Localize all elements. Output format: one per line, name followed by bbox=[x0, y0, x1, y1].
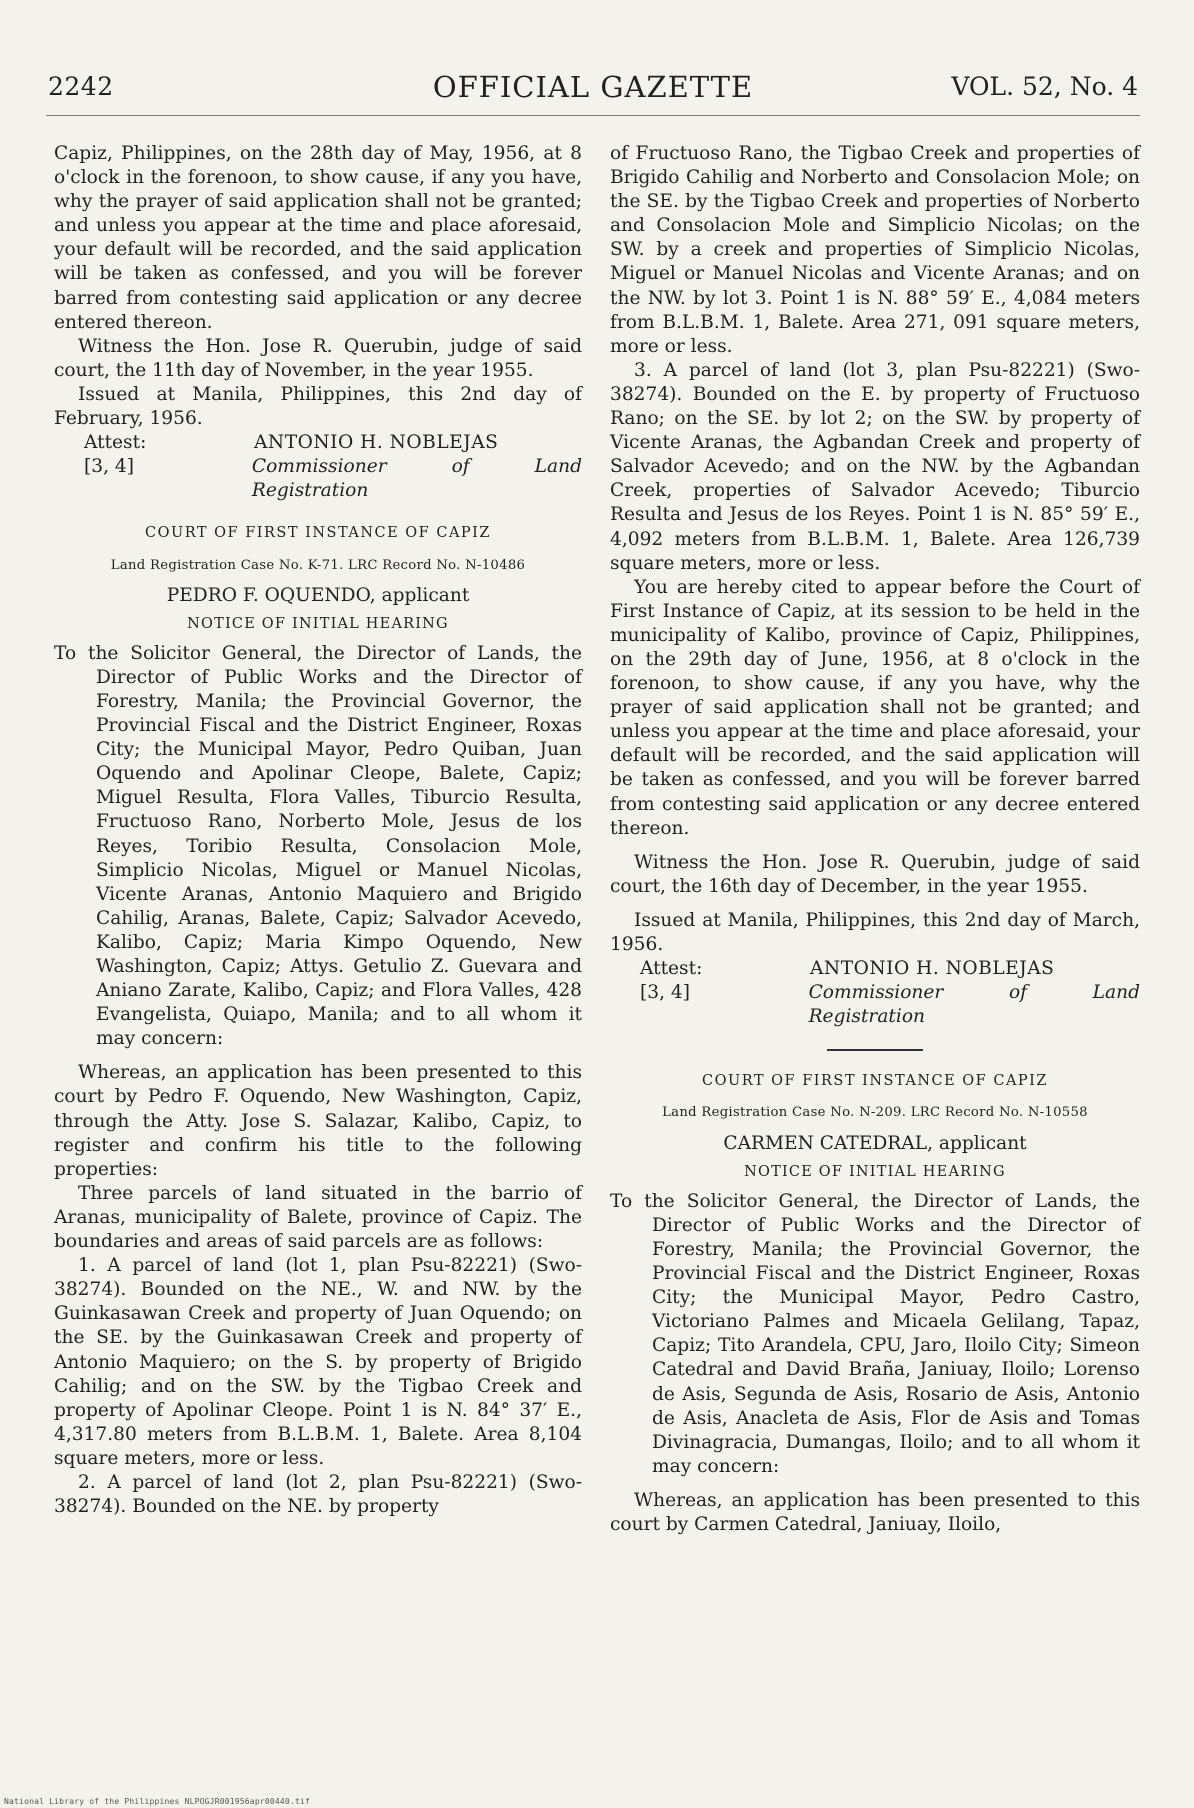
notice-heading: NOTICE OF INITIAL HEARING bbox=[187, 615, 449, 632]
attest-line bbox=[640, 957, 1140, 981]
citation-paragraph: You are hereby cited to appear before the Court of First Instance of Capiz, at its session to be held in the municipality of Kalibo, province of Capiz, Philippines, on the 29th day of June, 1956, at 8 o'clock in the forenoon, to show cause, if any you have, why the prayer of said application shall not be granted; and unless you appear at the time and place aforesaid, your default will be recorded, and the said application will be taken as confessed, and you will be forever barred from contesting said application or any decree entered thereon. bbox=[610, 576, 1140, 839]
attest-code: [3, 4] bbox=[640, 982, 690, 1004]
page-number: 2242 bbox=[48, 72, 114, 101]
whereas-paragraph: Whereas, an application has been presented to this court by Carmen Catedral, Janiuay, Iloilo, bbox=[610, 1489, 1140, 1535]
notice-heading: NOTICE OF INITIAL HEARING bbox=[744, 1163, 1006, 1180]
attest-name: ANTONIO H. NOBLEJAS bbox=[254, 432, 499, 454]
court-heading: COURT OF FIRST INSTANCE OF CAPIZ bbox=[145, 525, 491, 542]
publication-title: OFFICIAL GAZETTE bbox=[432, 70, 754, 104]
attest-code: [3, 4] bbox=[84, 456, 134, 478]
parcel-2-paragraph: 2. A parcel of land (lot 2, plan Psu-82221) (Swo-38274). Bounded on the NE. by property bbox=[54, 1471, 582, 1518]
paragraph: of Fructuoso Rano, the Tigbao Creek and properties of Brigido Cahilig and Norberto and Consolacion Mole; on the SE. by the Tigbao Creek and properties of Norberto and Consolacion Mole and Simplicio Nicolas; on the SW. by a creek and properties of Simplicio Nicolas, Miguel or Manuel Nicolas and Vicente Aranas; and on the NW. by lot 3. Point 1 is N. 88° 59′ E., 4,084 meters from B.L.B.M. 1, Balete. Area 271, 091 square meters, more or less. bbox=[610, 143, 1140, 357]
address-paragraph: To the Solicitor General, the Director of Lands, the Director of Public Works and the Director of Forestry, Manila; the Provincial Governor, the Provincial Fiscal and the District Engineer, Roxas City; the Municipal Mayor, Pedro Castro, Victoriano Palmes and Micaela Gelilang, Tapaz, Capiz; Tito Arandela, CPU, Jaro, Iloilo City; Simeon Catedral and David Braña, Janiuay, Iloilo; Lorenso de Asis, Segunda de Asis, Rosario de Asis, Antonio de Asis, Anacleta de Asis, Flor de Asis and Tomas Divinagracia, Dumangas, Iloilo; and to all whom it may concern: bbox=[610, 1190, 1140, 1477]
applicant-name: PEDRO F. OQUENDO, applicant bbox=[166, 584, 470, 606]
left-column bbox=[54, 142, 582, 1519]
issued-paragraph: Issued at Manila, Philippines, this 2nd day of March, 1956. bbox=[610, 909, 1140, 955]
attest-name: ANTONIO H. NOBLEJAS bbox=[810, 958, 1055, 980]
attest-label: Attest: bbox=[84, 432, 147, 454]
case-number: Land Registration Case No. K-71. LRC Record No. N-10486 bbox=[110, 557, 526, 573]
applicant-name: CARMEN CATEDRAL, applicant bbox=[723, 1132, 1027, 1154]
witness-paragraph: Witness the Hon. Jose R. Querubin, judge of said court, the 16th day of December, in the year 1955. bbox=[610, 851, 1140, 897]
attest-line bbox=[84, 431, 582, 455]
attest-title: Commissioner of Land Registration bbox=[808, 982, 1140, 1028]
court-heading: COURT OF FIRST INSTANCE OF CAPIZ bbox=[702, 1073, 1048, 1090]
parcel-3-paragraph: 3. A parcel of land (lot 3, plan Psu-82221) (Swo-38274). Bounded on the E. by property of Fructuoso Rano; on the SE. by lot 2; on the SW. by property of Vicente Aranas, the Agbandan Creek and property of Salvador Acevedo; and on the NW. by the Agbandan Creek, properties of Salvador Acevedo; Tiburcio Resulta and Jesus de los Reyes. Point 1 is N. 85° 59′ E., 4,092 meters from B.L.B.M. 1, Balete. Area 126,739 square meters, more or less. bbox=[610, 359, 1140, 574]
page-header bbox=[48, 72, 1138, 112]
section-divider bbox=[827, 1049, 923, 1051]
attest-label: Attest: bbox=[640, 958, 703, 980]
address-paragraph: To the Solicitor General, the Director of Lands, the Director of Public Works and the Director of Forestry, Manila; the Provincial Governor, the Provincial Fiscal and the District Engineer, Roxas City; the Municipal Mayor, Pedro Quiban, Juan Oquendo and Apolinar Cleope, Balete, Capiz; Miguel Resulta, Flora Valles, Tiburcio Resulta, Fructuoso Rano, Norberto Mole, Jesus de los Reyes, Toribio Resulta, Consolacion Mole, Simplicio Nicolas, Miguel or Manuel Nicolas, Vicente Aranas, Antonio Maquiero and Brigido Cahilig, Aranas, Balete, Capiz; Salvador Acevedo, Kalibo, Capiz; Maria Kimpo Oquendo, New Washington, Capiz; Attys. Getulio Z. Guevara and Aniano Zarate, Kalibo, Capiz; and Flora Valles, 428 Evangelista, Quiapo, Manila; and to all whom it may concern: bbox=[54, 642, 582, 1050]
issued-paragraph: Issued at Manila, Philippines, this 2nd day of February, 1956. bbox=[54, 383, 582, 430]
parcels-paragraph: Three parcels of land situated in the barrio of Aranas, municipality of Balete, province of Capiz. The boundaries and areas of said parcels are as follows: bbox=[54, 1182, 582, 1253]
attest-title: Commissioner of Land Registration bbox=[251, 456, 582, 502]
whereas-paragraph: Whereas, an application has been presented to this court by Pedro F. Oquendo, New Washington, Capiz, through the Atty. Jose S. Salazar, Kalibo, Capiz, to register and confirm his title to the following properties: bbox=[54, 1062, 582, 1180]
case-number: Land Registration Case No. N-209. LRC Record No. N-10558 bbox=[662, 1105, 1088, 1121]
attest-title-line bbox=[84, 455, 582, 503]
paragraph: Capiz, Philippines, on the 28th day of May, 1956, at 8 o'clock in the forenoon, to show cause, if any you have, why the prayer of said application shall not be granted; and unless you appear at the time and place aforesaid, your default will be recorded, and the said application will be taken as confessed, and you will be forever barred from contesting said application or any decree entered thereon. bbox=[54, 143, 582, 333]
right-column bbox=[610, 142, 1140, 1537]
attest-title-line bbox=[640, 981, 1140, 1029]
volume-number: VOL. 52, No. 4 bbox=[951, 72, 1138, 101]
parcel-1-paragraph: 1. A parcel of land (lot 1, plan Psu-82221) (Swo-38274). Bounded on the NE., W. and NW. by the Guinkasawan Creek and property of Juan Oquendo; on the SE. by the Guinkasawan Creek and property of Antonio Maquiero; on the S. by property of Brigido Cahilig; and on the SW. by the Tigbao Creek and property of Apolinar Cleope. Point 1 is N. 84° 37′ E., 4,317.80 meters from B.L.B.M. 1, Balete. Area 8,104 square meters, more or less. bbox=[54, 1255, 582, 1469]
witness-paragraph: Witness the Hon. Jose R. Querubin, judge of said court, the 11th day of November, in the year 1955. bbox=[54, 335, 582, 381]
scan-footer: National Library of the Philippines NLPOGJR001956apr00440.tif bbox=[4, 1797, 311, 1806]
header-rule bbox=[46, 115, 1140, 116]
